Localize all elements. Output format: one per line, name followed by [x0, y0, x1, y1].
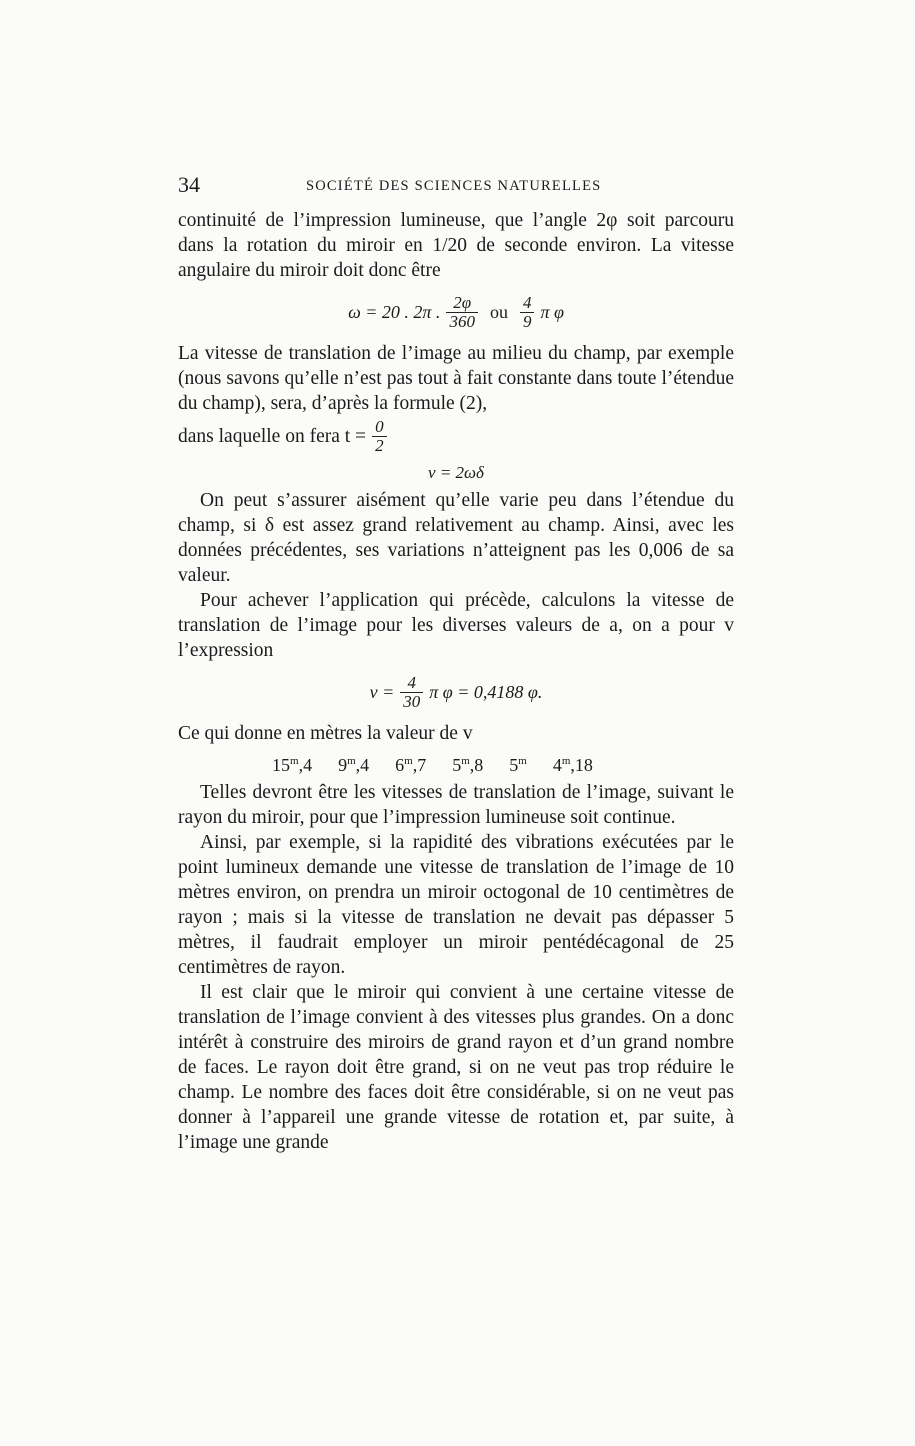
paragraph-3: On peut s’assurer aisément qu’elle varie peu dans l’étendue du champ, si δ est assez grand relativement au champ. Ainsi, avec les données précédentes, ses variations n’atteignent pas les 0,006 de sa valeur. — [178, 490, 734, 586]
running-head: SOCIÉTÉ DES SCIENCES NATURELLES — [306, 178, 602, 194]
velocity-unit: m — [290, 754, 299, 767]
velocity-integer: 15 — [272, 754, 290, 775]
velocity-values — [178, 746, 734, 780]
formula-translation — [178, 665, 734, 719]
formula-lhs: ω = 20 . 2π . — [348, 301, 441, 322]
paragraph-6: Telles devront être les vitesses de translation de l’image, suivant le rayon du miroir, pour que l’impression lumineuse soit continue. — [178, 782, 734, 828]
paragraph-8: Il est clair que le miroir qui convient à une certaine vitesse de translation de l’image convient à des vitesses plus grandes. On a donc intérêt à construire des miroirs de grand rayon et d’un grand nombre de faces. Le rayon doit être grand, si on ne veut pas trop réduire le champ. Le nombre des faces doit être considérable, si on ne veut pas donner à l’appareil une grande vitesse de rotation et, par suite, à l’image une grande — [178, 982, 734, 1153]
fraction-denominator: 30 — [400, 692, 423, 711]
formula-rhs: π φ = 0,4188 φ. — [429, 681, 543, 702]
fraction-t — [372, 418, 387, 455]
velocity-unit: m — [561, 754, 571, 767]
fraction-denominator: 360 — [446, 312, 478, 331]
velocity-integer: 5 — [509, 754, 519, 775]
velocity-decimal: ,7 — [412, 754, 427, 775]
fraction-numerator: 0 — [375, 416, 384, 436]
page-number: 34 — [178, 172, 200, 197]
body-text — [178, 208, 734, 1155]
velocity-integer: 9 — [338, 754, 348, 775]
formula-lhs: v = — [369, 681, 395, 702]
velocity-decimal: ,4 — [355, 754, 370, 775]
velocity-value — [553, 749, 593, 778]
velocity-unit: m — [518, 754, 527, 767]
velocity-decimal: ,4 — [298, 754, 313, 775]
velocity-decimal: ,18 — [570, 754, 593, 775]
condition-text: dans laquelle on fera t = — [178, 425, 367, 447]
page-header — [178, 172, 734, 202]
velocity-value — [509, 749, 527, 778]
velocity-value — [395, 749, 426, 778]
formula-velocity: v = 2ωδ — [428, 462, 484, 482]
velocity-decimal: ,8 — [469, 754, 484, 775]
velocity-unit: m — [347, 754, 356, 767]
fraction-denominator: 2 — [372, 436, 387, 455]
formula-or: ou — [489, 301, 508, 322]
velocity-unit: m — [461, 754, 470, 767]
formula-angular-velocity — [178, 285, 734, 339]
paragraph-4: Pour achever l’application qui précède, calculons la vitesse de translation de l’image pour les diverses valeurs de a, on a pour v l’expression — [178, 590, 734, 661]
paragraph-5: Ce qui donne en mètres la valeur de v — [178, 723, 473, 744]
velocity-integer: 5 — [452, 754, 462, 775]
fraction-4-9 — [520, 294, 535, 331]
fraction-numerator: 4 — [407, 672, 417, 692]
velocity-integer: 4 — [552, 754, 562, 775]
velocity-value — [338, 749, 369, 778]
paragraph-2: La vitesse de translation de l’image au milieu du champ, par exemple (nous savons qu’elle n’est pas tout à fait constante dans toute l’étendue du champ), sera, d’après la formule (2), — [178, 343, 734, 414]
fraction-2phi-360 — [446, 294, 478, 331]
velocity-unit: m — [404, 754, 413, 767]
fraction-denominator: 9 — [520, 312, 535, 331]
fraction-4-30 — [400, 674, 423, 711]
condition-line — [178, 416, 734, 456]
paragraph-1: continuité de l’impression lumineuse, que l’angle 2φ soit parcouru dans la rotation du miroir en 1/20 de seconde environ. La vitesse angulaire du miroir doit donc être — [178, 210, 734, 281]
velocity-value — [272, 749, 312, 778]
formula-rhs: π φ — [540, 301, 564, 322]
velocity-integer: 6 — [395, 754, 405, 775]
paragraph-7: Ainsi, par exemple, si la rapidité des vibrations exécutées par le point lumineux demande une vitesse de translation de l’image de 10 mètres environ, on prendra un miroir octogonal de 10 centimètres de rayon ; mais si la vitesse de translation ne devait pas dépasser 5 mètres, il faudrait employer un miroir pentédécagonal de 25 centimètres de rayon. — [178, 832, 734, 978]
velocity-value — [452, 749, 483, 778]
fraction-numerator: 4 — [522, 292, 532, 312]
fraction-numerator: 2φ — [453, 292, 472, 312]
